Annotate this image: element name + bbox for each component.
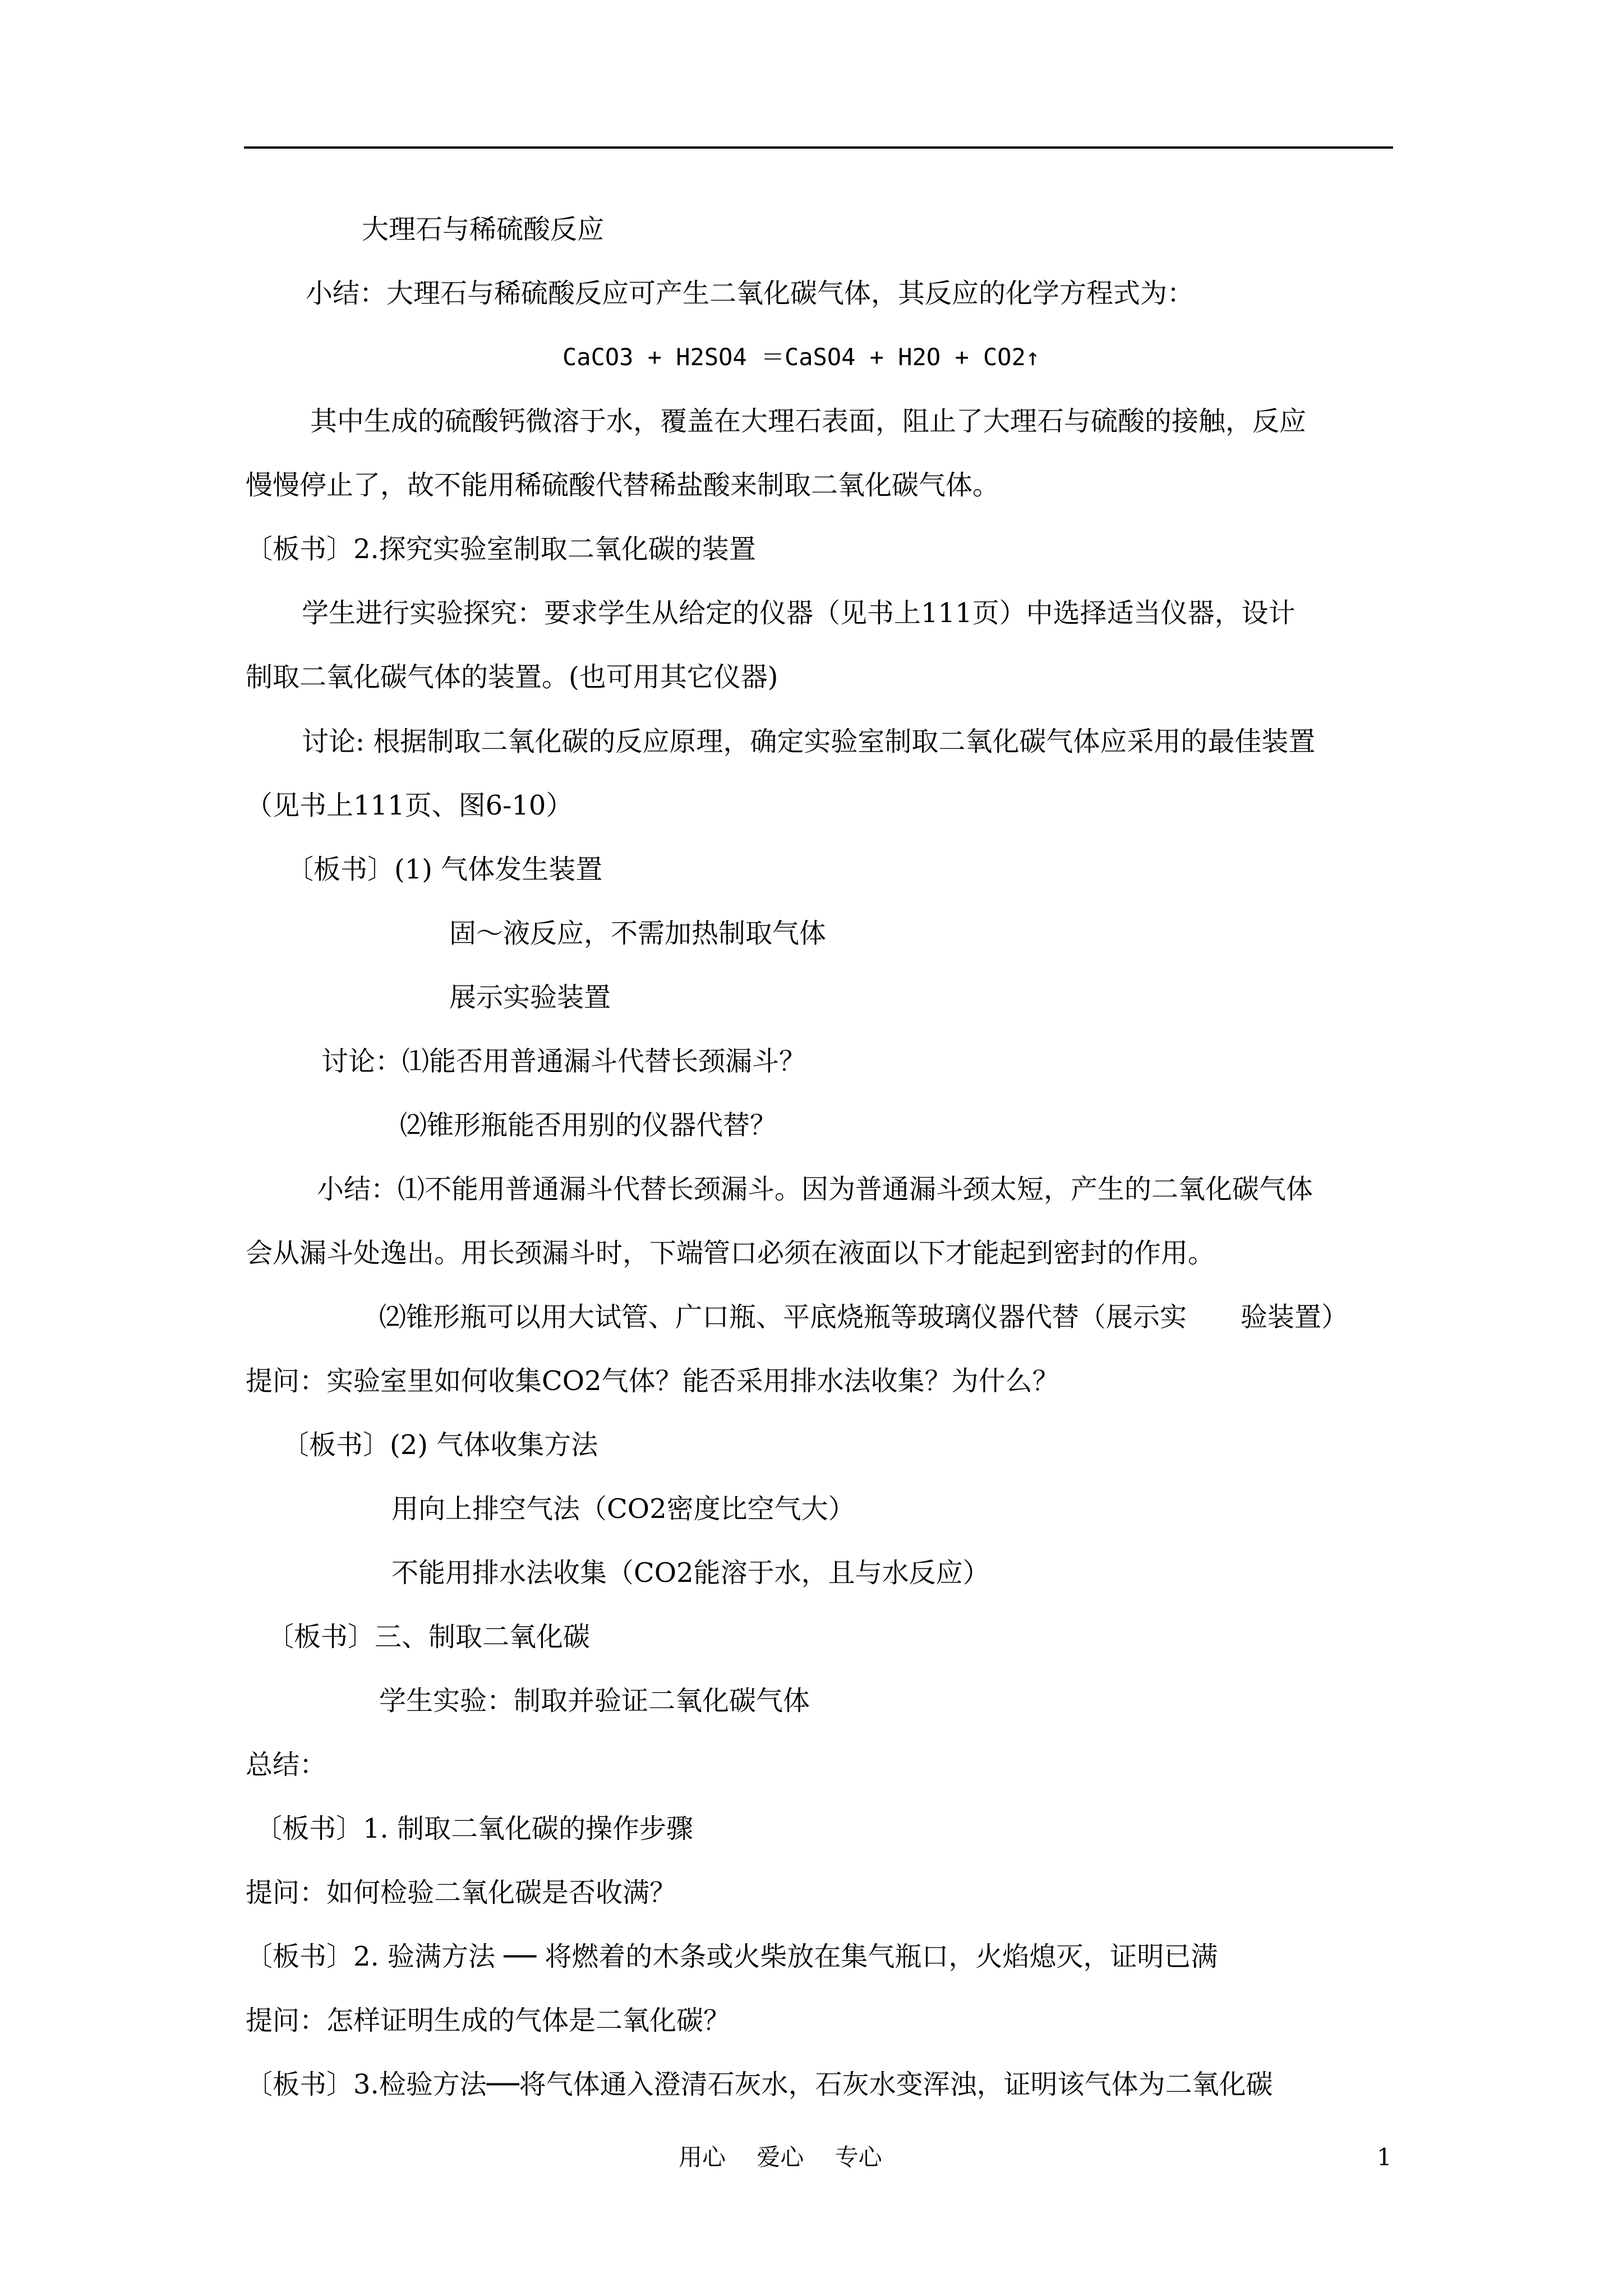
text-line: （见书上111页、图6-10） xyxy=(246,790,573,821)
text-line: 提问：如何检验二氧化碳是否收满？ xyxy=(246,1877,677,1908)
text-line: 小结：大理石与稀硫酸反应可产生二氧化碳气体，其反应的化学方程式为： xyxy=(306,278,1195,309)
text-line: 制取二氧化碳气体的装置。(也可用其它仪器) xyxy=(246,661,778,693)
text-line: 〔板书〕2. 验满方法 ── 将燃着的木条或火柴放在集气瓶口，火焰熄灭，证明已满 xyxy=(246,1941,1218,1972)
text-line: 提问：怎样证明生成的气体是二氧化碳？ xyxy=(246,2005,731,2036)
text-line: 用向上排空气法（CO2密度比空气大） xyxy=(391,1493,855,1525)
text-line: 展示实验装置 xyxy=(449,982,611,1013)
footer-motto: 用心 爱心 专心 xyxy=(679,2143,882,2171)
text-line: 学生实验：制取并验证二氧化碳气体 xyxy=(379,1685,810,1717)
text-line: ⑵锥形瓶能否用别的仪器代替？ xyxy=(400,1110,777,1141)
text-line: 不能用排水法收集（CO2能溶于水，且与水反应） xyxy=(391,1557,990,1589)
text-line: 会从漏斗处逸出。用长颈漏斗时，下端管口必须在液面以下才能起到密封的作用。 xyxy=(246,1237,1215,1269)
text-line: 〔板书〕(2) 气体收集方法 xyxy=(282,1429,598,1461)
equation-line: CaCO3 + H2SO4 ＝CaSO4 + H2O + CO2↑ xyxy=(562,343,1040,371)
text-line: 〔板书〕(1) 气体发生装置 xyxy=(287,854,603,885)
text-line: 大理石与稀硫酸反应 xyxy=(362,214,605,245)
page-number: 1 xyxy=(1377,2143,1392,2171)
text-line: ⑵锥形瓶可以用大试管、广口瓶、平底烧瓶等玻璃仪器代替（展示实 验装置） xyxy=(379,1301,1349,1333)
text-line: 其中生成的硫酸钙微溶于水，覆盖在大理石表面，阻止了大理石与硫酸的接触，反应 xyxy=(310,406,1307,437)
text-line: 〔板书〕2.探究实验室制取二氧化碳的装置 xyxy=(246,533,756,565)
text-line: 讨论：⑴能否用普通漏斗代替长颈漏斗？ xyxy=(321,1046,806,1077)
text-line: 小结：⑴不能用普通漏斗代替长颈漏斗。因为普通漏斗颈太短，产生的二氧化碳气体 xyxy=(317,1174,1313,1205)
text-line: 〔板书〕1. 制取二氧化碳的操作步骤 xyxy=(255,1813,694,1844)
text-line: 〔板书〕3.检验方法──将气体通入澄清石灰水，石灰水变浑浊，证明该气体为二氧化碳 xyxy=(246,2069,1273,2100)
text-line: 慢慢停止了，故不能用稀硫酸代替稀盐酸来制取二氧化碳气体。 xyxy=(246,470,1000,501)
text-line: 讨论: 根据制取二氧化碳的反应原理，确定实验室制取二氧化碳气体应采用的最佳装置 xyxy=(302,726,1316,757)
text-line: 〔板书〕三、制取二氧化碳 xyxy=(267,1621,591,1653)
text-line: 学生进行实验探究：要求学生从给定的仪器（见书上111页）中选择适当仪器，设计 xyxy=(302,597,1295,629)
header-rule xyxy=(244,146,1393,149)
text-line: 提问：实验室里如何收集CO2气体？能否采用排水法收集？为什么？ xyxy=(246,1365,1059,1397)
text-line: 固～液反应，不需加热制取气体 xyxy=(449,918,827,949)
text-line: 总结： xyxy=(246,1749,327,1780)
